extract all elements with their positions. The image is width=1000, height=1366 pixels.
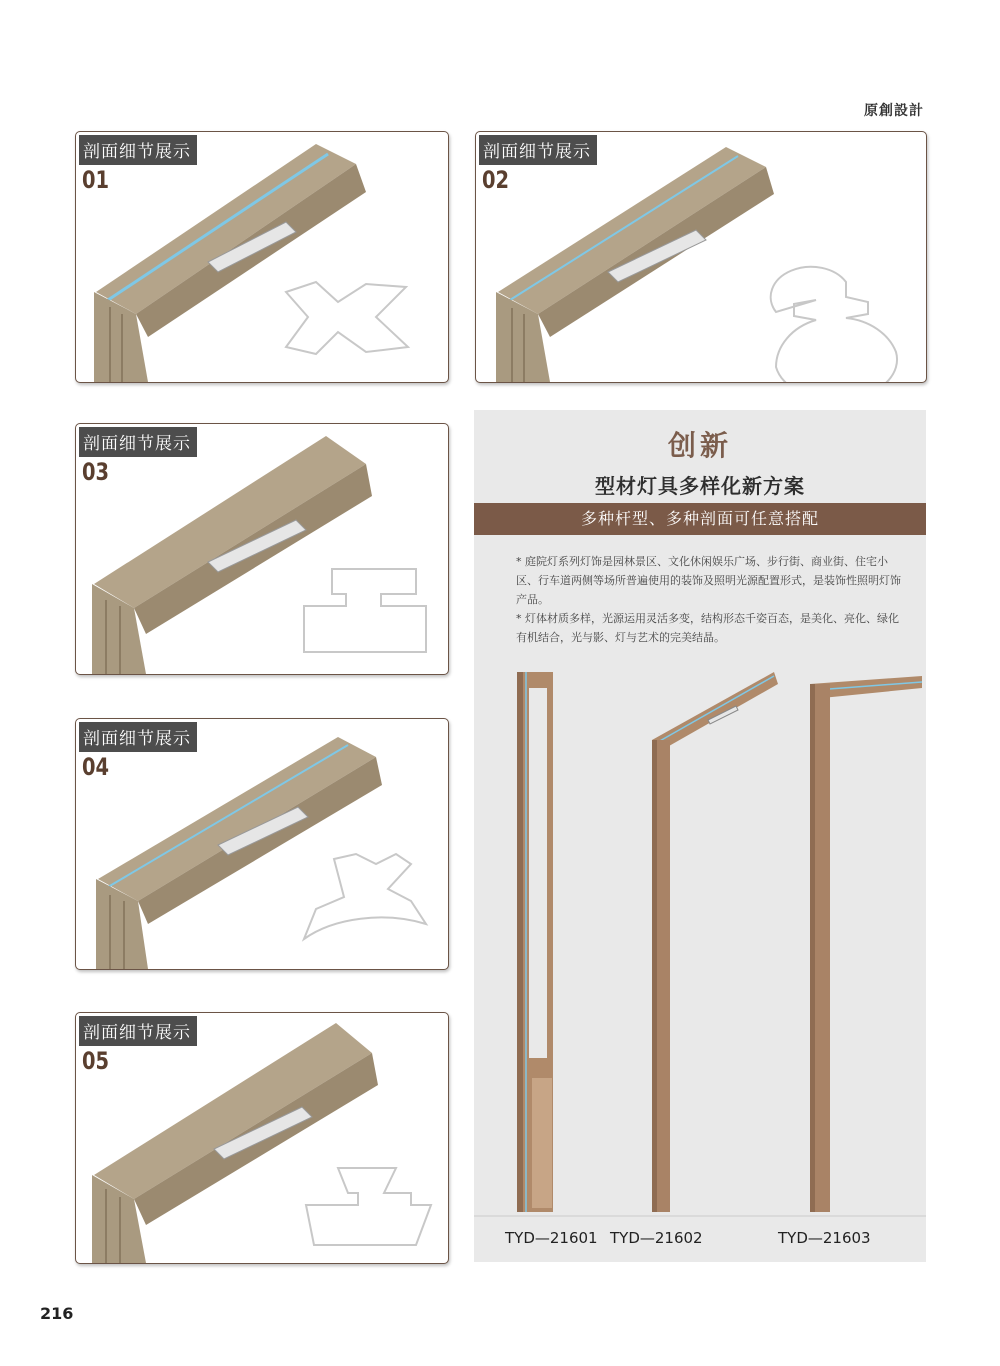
description-paragraph: * 庭院灯系列灯饰是园林景区、文化休闲娱乐广场、步行街、商业街、住宅小区、行车道两侧等场所普遍使用的装饰及照明光源配置形式，是装饰性照明灯饰产品。	[516, 555, 901, 606]
section-panel-04	[75, 718, 449, 970]
model-label: TYD—21603	[778, 1229, 871, 1247]
panel-number: 05	[82, 1047, 110, 1075]
section-panel-03	[75, 423, 449, 675]
panel-tag: 剖面细节展示	[79, 427, 197, 457]
lamp-profile-illustration	[76, 719, 448, 969]
lamp-model-21601	[517, 672, 553, 1212]
page-number: 216	[40, 1304, 74, 1323]
lamp-model-21602	[652, 672, 778, 1212]
lamp-model-21603	[810, 676, 922, 1212]
panel-tag: 剖面细节展示	[79, 722, 197, 752]
section-panel-02	[475, 131, 927, 383]
panel-number: 01	[82, 166, 110, 194]
description-paragraph: * 灯体材质多样，光源运用灵活多变，结构形态千姿百态，是美化、亮化、绿化有机结合，光与影、灯与艺术的完美结晶。	[516, 612, 899, 644]
panel-number: 03	[82, 458, 110, 486]
panel-tag: 剖面细节展示	[479, 135, 597, 165]
model-label: TYD—21601	[505, 1229, 598, 1247]
model-label: TYD—21602	[610, 1229, 703, 1247]
info-title: 创新	[667, 429, 732, 462]
section-panel-05	[75, 1012, 449, 1264]
section-panel-01	[75, 131, 449, 383]
panel-number: 02	[482, 166, 510, 194]
info-subtitle: 型材灯具多样化新方案	[595, 474, 805, 498]
panel-tag: 剖面细节展示	[79, 135, 197, 165]
lamp-profile-illustration	[76, 132, 448, 382]
panel-tag: 剖面细节展示	[79, 1016, 197, 1046]
lamp-models-illustration	[474, 410, 926, 1262]
lamp-profile-illustration	[76, 424, 448, 674]
panel-number: 04	[82, 753, 110, 781]
info-panel	[474, 410, 926, 1262]
lamp-profile-illustration	[76, 1013, 448, 1263]
lamp-profile-illustration	[476, 132, 926, 382]
info-banner: 多种杆型、多种剖面可任意搭配	[474, 503, 926, 535]
brand-title: 原創設計	[864, 103, 924, 119]
